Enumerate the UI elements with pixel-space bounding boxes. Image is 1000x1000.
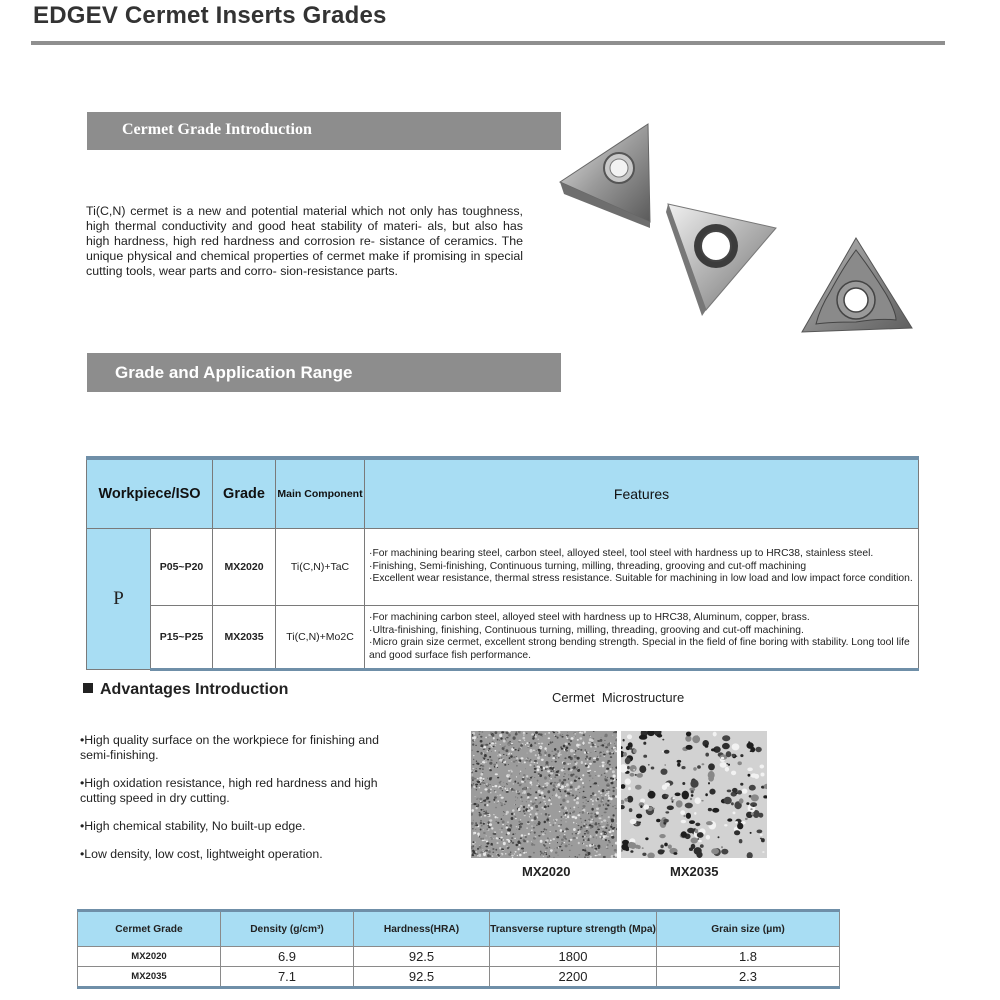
microstructure-label-mx2035: MX2035	[670, 864, 719, 879]
intro-paragraph: Ti(C,N) cermet is a new and potential material which not only has toughness, high thermal conductivity and good heat stability of materi- als, but also has high hardness, high red hardness and corrosion re- sistance of ceramics. The unique physical and chemical properties of cermet make if promising in special cutting tools, wear parts and corro- sion-resistance parts.	[86, 204, 523, 278]
header-rupture-strength: Transverse rupture strength (Mpa)	[490, 911, 657, 947]
list-item: •High oxidation resistance, high red hardness and high cutting speed in dry cutting.	[80, 776, 378, 805]
triangular-insert-image-2	[664, 198, 780, 316]
table-row	[78, 947, 840, 967]
header-grade: Grade	[213, 458, 276, 529]
microstructure-label-mx2020: MX2020	[522, 864, 571, 879]
feature-line: ·Finishing, Semi-finishing, Continuous turning, milling, threading, grooving and cut-off machining	[369, 560, 807, 572]
properties-table	[77, 909, 840, 989]
table-header-row	[87, 458, 919, 529]
density-cell: 7.1	[221, 967, 354, 988]
feature-line: ·Ultra-finishing, finishing, Continuous turning, milling, threading, grooving and cut-off machining.	[369, 624, 804, 636]
title-divider	[31, 41, 945, 45]
hardness-cell: 92.5	[354, 947, 490, 967]
strength-cell: 1800	[490, 947, 657, 967]
microstructure-image-mx2035	[621, 731, 767, 858]
advantages-title: Advantages Introduction	[100, 681, 289, 698]
advantages-heading	[83, 681, 288, 699]
feature-line: ·Excellent wear resistance, thermal stress resistance. Suitable for machining in low load and low impact force condition.	[369, 573, 913, 585]
table-row	[78, 967, 840, 988]
header-grain-size: Grain size (μm)	[657, 911, 840, 947]
triangular-insert-image-1	[556, 118, 654, 228]
section-title-intro: Cermet Grade Introduction	[122, 121, 312, 138]
header-density: Density (g/cm³)	[221, 911, 354, 947]
grade-application-table	[86, 456, 919, 671]
page-title: EDGEV Cermet Inserts Grades	[33, 2, 387, 29]
section-banner-grade	[87, 353, 561, 392]
microstructure-title: Cermet Microstructure	[552, 690, 685, 705]
grain-size-cell: 2.3	[657, 967, 840, 988]
table-row	[87, 606, 919, 670]
grade-cell: MX2020	[78, 947, 221, 967]
grain-size-cell: 1.8	[657, 947, 840, 967]
features-cell	[365, 606, 919, 670]
advantages-list	[80, 733, 380, 875]
section-title-grade: Grade and Application Range	[115, 363, 353, 382]
feature-line: ·For machining carbon steel, alloyed steel with hardness up to HRC38, Aluminum, copper, brass.	[369, 612, 810, 623]
hardness-cell: 92.5	[354, 967, 490, 988]
grade-cell: MX2035	[213, 606, 276, 670]
table-header-row	[78, 911, 840, 947]
square-bullet-icon	[83, 683, 93, 693]
header-hardness: Hardness(HRA)	[354, 911, 490, 947]
list-item: •High quality surface on the workpiece for finishing and semi-finishing.	[80, 733, 379, 762]
iso-cell: P05~P20	[151, 529, 213, 606]
iso-cell: P15~P25	[151, 606, 213, 670]
table-row	[87, 529, 919, 606]
density-cell: 6.9	[221, 947, 354, 967]
component-cell: Ti(C,N)+Mo2C	[276, 606, 365, 670]
microstructure-image-mx2020	[471, 731, 617, 858]
feature-line: ·For machining bearing steel, carbon steel, alloyed steel, tool steel with hardness up to HRC38, stainless steel.	[369, 548, 874, 560]
section-banner-intro	[87, 112, 561, 150]
list-item: •High chemical stability, No built-up edge.	[80, 819, 306, 833]
banner-bar-icon	[102, 365, 108, 382]
triangular-insert-image-3	[800, 236, 914, 340]
header-cermet-grade: Cermet Grade	[78, 911, 221, 947]
list-item: •Low density, low cost, lightweight operation.	[80, 847, 323, 861]
feature-line: ·Micro grain size cermet, excellent strong bending strength. Special in the field of fine boring with stability. Long tool life and good surface fish performance.	[369, 637, 910, 661]
features-cell	[365, 529, 919, 606]
header-features: Features	[365, 458, 919, 529]
grade-cell: MX2020	[213, 529, 276, 606]
grade-cell: MX2035	[78, 967, 221, 988]
header-workpiece: Workpiece/ISO	[87, 458, 213, 529]
workpiece-group-cell: P	[87, 529, 151, 670]
banner-bar-icon	[110, 122, 117, 140]
header-main-component: Main Component	[276, 458, 365, 529]
strength-cell: 2200	[490, 967, 657, 988]
component-cell: Ti(C,N)+TaC	[276, 529, 365, 606]
